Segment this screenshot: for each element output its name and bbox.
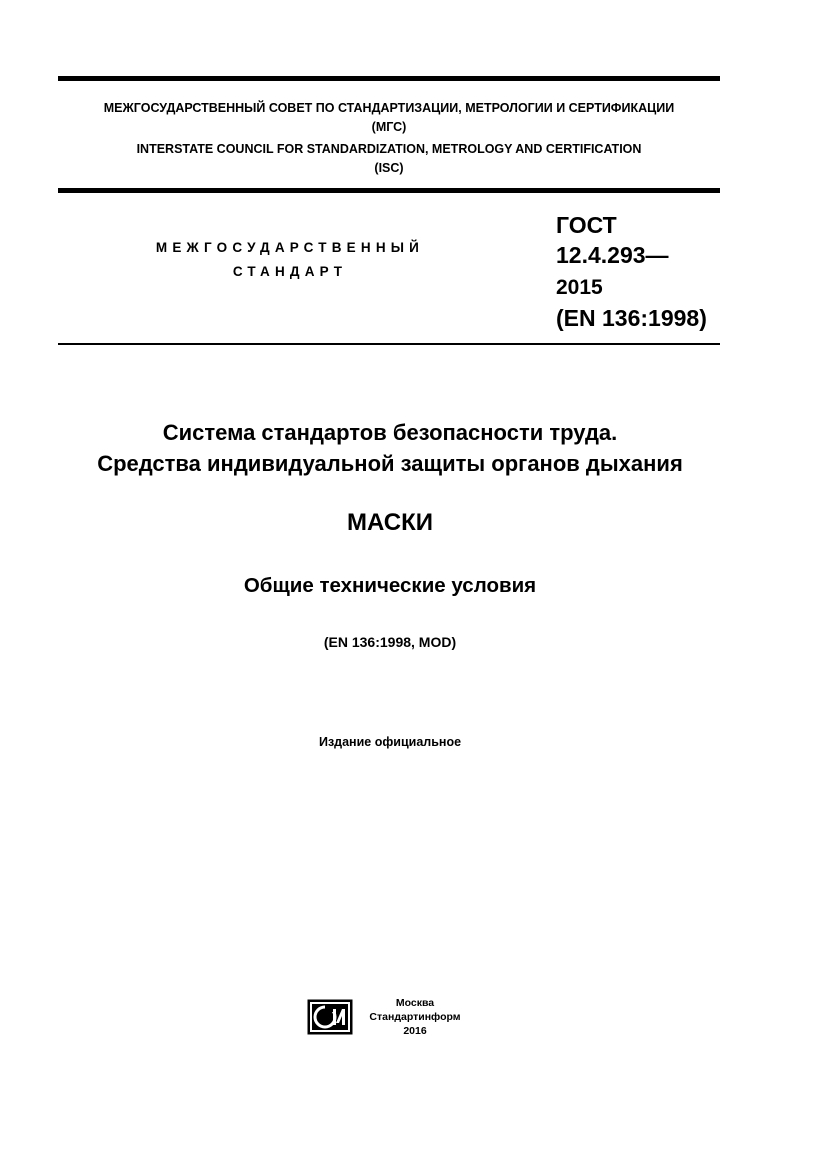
council-en-abbr: (ISC) bbox=[374, 161, 404, 175]
council-en-name: INTERSTATE COUNCIL FOR STANDARDIZATION, METROLOGY AND CERTIFICATION bbox=[136, 142, 642, 156]
publisher-name: Стандартинформ bbox=[369, 1011, 461, 1023]
title-subject: Средства индивидуальной защиты органов дыхания bbox=[97, 451, 683, 476]
middle-rule bbox=[58, 188, 720, 193]
top-rule bbox=[58, 76, 720, 81]
gost-designation bbox=[556, 210, 707, 333]
standard-kind-line1: МЕЖГОСУДАРСТВЕННЫЙ bbox=[155, 240, 425, 255]
bottom-rule bbox=[58, 343, 720, 345]
publisher-city: Москва bbox=[395, 997, 435, 1009]
title-system: Система стандартов безопасности труда. bbox=[162, 420, 618, 445]
council-en-block bbox=[58, 140, 720, 178]
council-ru-abbr: (МГС) bbox=[371, 120, 407, 134]
gost-number: 12.4.293— bbox=[556, 242, 669, 268]
title-equivalence: (EN 136:1998, MOD) bbox=[323, 634, 457, 650]
title-main: МАСКИ bbox=[347, 509, 433, 536]
council-ru-name: МЕЖГОСУДАРСТВЕННЫЙ СОВЕТ ПО СТАНДАРТИЗАЦИИ, МЕТРОЛОГИИ И СЕРТИФИКАЦИИ bbox=[103, 101, 675, 115]
document-title bbox=[0, 417, 780, 479]
title-general: Общие технические условия bbox=[243, 574, 537, 597]
gost-year: 2015 bbox=[556, 276, 603, 299]
publisher-block bbox=[360, 996, 470, 1038]
edition-label: Издание официальное bbox=[318, 735, 462, 749]
standard-kind-line2: СТАНДАРТ bbox=[232, 264, 348, 279]
standartinform-logo-icon bbox=[307, 999, 353, 1035]
standard-kind bbox=[100, 236, 480, 284]
publisher-year: 2016 bbox=[403, 1025, 427, 1037]
gost-equivalent: (EN 136:1998) bbox=[556, 305, 707, 331]
council-ru-block bbox=[58, 99, 720, 137]
gost-label: ГОСТ bbox=[556, 212, 617, 238]
